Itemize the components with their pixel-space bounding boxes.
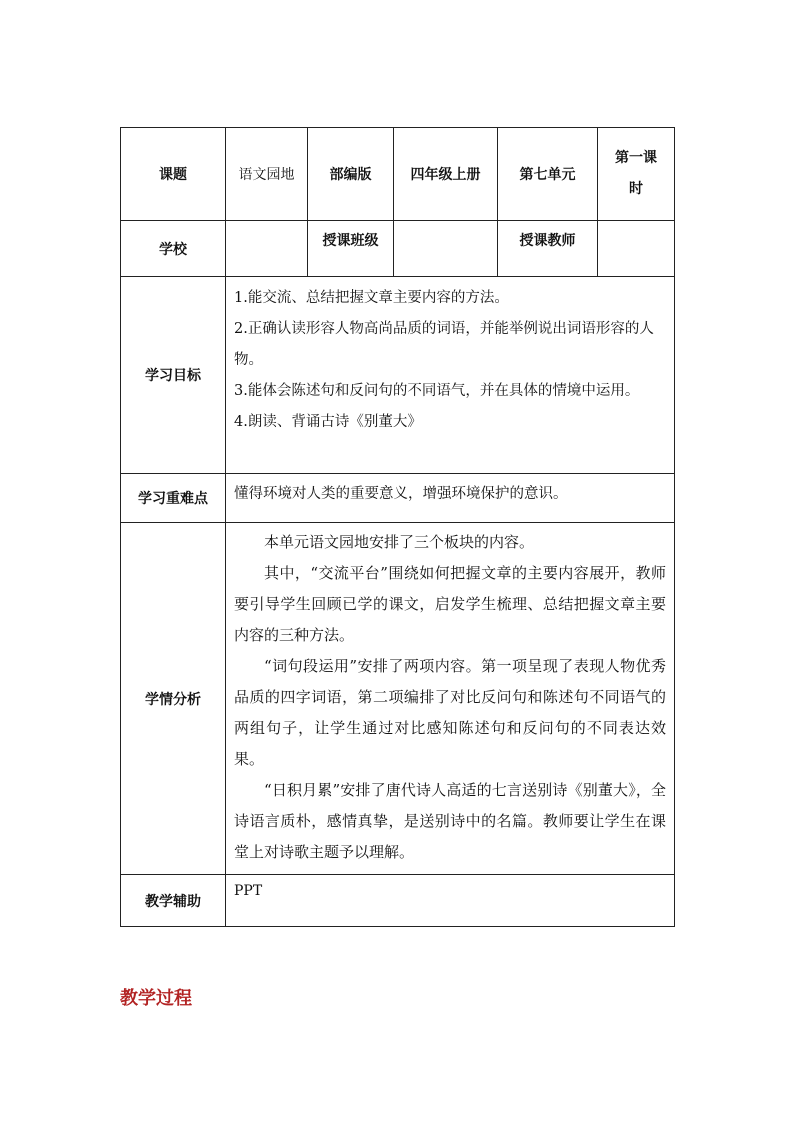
goal-item: 2.正确认读形容人物高尚品质的词语，并能举例说出词语形容的人物。 [234, 321, 654, 368]
teacher-value[interactable] [598, 221, 675, 277]
key-points-row [121, 474, 675, 523]
period-text: 第一课时 [615, 150, 657, 197]
topic-value: 语文园地 [226, 128, 308, 221]
analysis-content [226, 523, 675, 875]
goal-item: 3.能体会陈述句和反问句的不同语气，并在具体的情境中运用。 [234, 383, 640, 399]
unit: 第七单元 [498, 128, 598, 221]
goal-item: 1.能交流、总结把握文章主要内容的方法。 [234, 290, 509, 306]
analysis-paragraph: 其中，“交流平台”围绕如何把握文章的主要内容展开，教师要引导学生回顾已学的课文，启发学生梳理、总结把握文章主要内容的三种方法。 [234, 564, 666, 644]
teacher-label: 授课教师 [498, 221, 598, 277]
school-value[interactable] [226, 221, 308, 277]
goals-row [121, 277, 675, 474]
info-row [121, 221, 675, 277]
header-row [121, 128, 675, 221]
goals-label: 学习目标 [121, 277, 226, 474]
key-points-content [226, 474, 675, 523]
lesson-plan-table [120, 127, 675, 927]
edition: 部编版 [308, 128, 394, 221]
analysis-paragraph: “词句段运用”安排了两项内容。第一项呈现了表现人物优秀品质的四字词语，第二项编排了对比反问句和陈述句不同语气的两组句子，让学生通过对比感知陈述句和反问句的不同表达效果。 [234, 657, 666, 768]
key-points-text: 懂得环境对人类的重要意义，增强环境保护的意识。 [234, 486, 568, 502]
class-label: 授课班级 [308, 221, 394, 277]
class-value[interactable] [394, 221, 498, 277]
goal-item: 4.朗读、背诵古诗《别董大》 [234, 414, 422, 430]
goals-content [226, 277, 675, 474]
analysis-label: 学情分析 [121, 523, 226, 875]
analysis-paragraph: 本单元语文园地安排了三个板块的内容。 [264, 533, 535, 551]
grade: 四年级上册 [394, 128, 498, 221]
aids-row [121, 875, 675, 927]
analysis-paragraph: “日积月累”安排了唐代诗人高适的七言送别诗《别董大》，全诗语言质朴，感情真挚，是送别诗中的名篇。教师要让学生在课堂上对诗歌主题予以理解。 [234, 781, 666, 861]
section-heading: 教学过程 [120, 988, 192, 1009]
key-points-label: 学习重难点 [121, 474, 226, 523]
analysis-row [121, 523, 675, 875]
aids-label: 教学辅助 [121, 875, 226, 927]
aids-value: PPT [226, 875, 675, 927]
period [598, 128, 675, 221]
topic-label: 课题 [121, 128, 226, 221]
school-label: 学校 [121, 221, 226, 277]
